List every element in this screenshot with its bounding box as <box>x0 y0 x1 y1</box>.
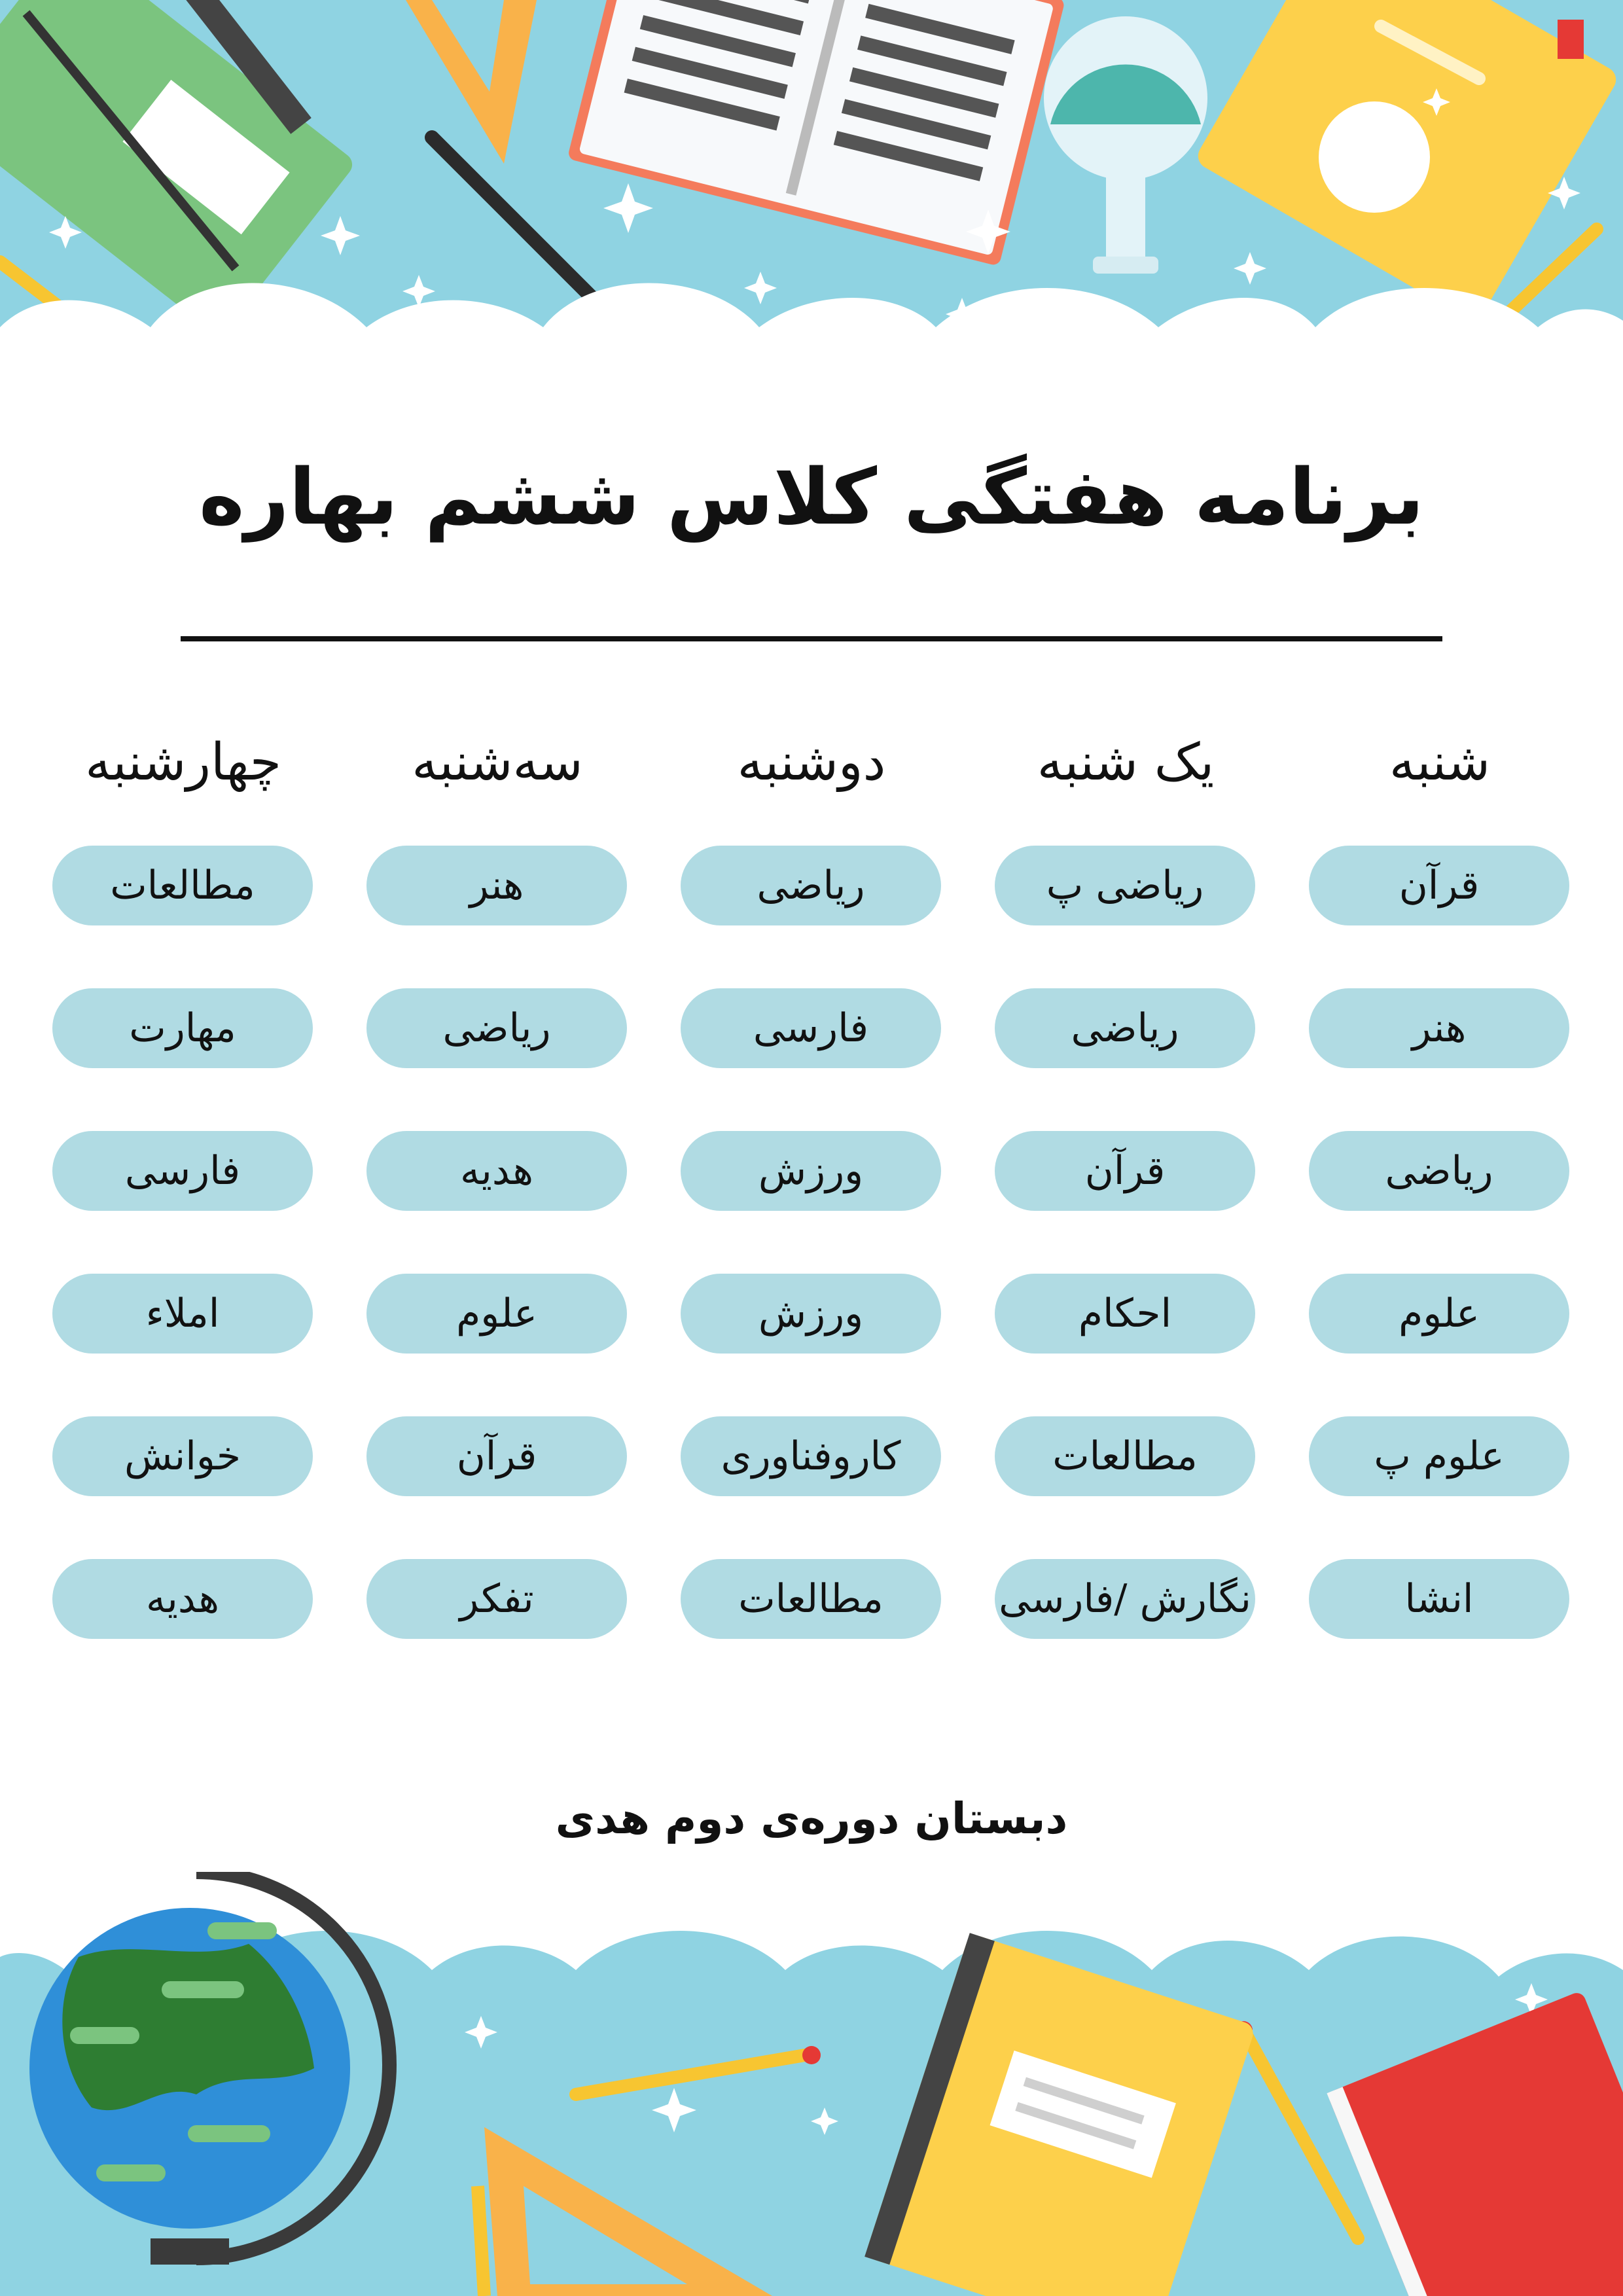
subject-pill: ریاضی <box>366 988 627 1068</box>
day-header-sunday: یک شنبه <box>1037 733 1215 792</box>
subject-pill: علوم پ <box>1309 1416 1569 1496</box>
top-banner <box>0 0 1623 419</box>
school-name: دبستان دوره‌ی دوم هدی <box>555 1793 1068 1844</box>
subject-pill: ورزش <box>681 1274 941 1354</box>
subject-pill: قرآن <box>1309 846 1569 925</box>
subject-pill: خوانش <box>52 1416 313 1496</box>
subject-pill: علوم <box>1309 1274 1569 1354</box>
subject-pill: مهارت <box>52 988 313 1068</box>
subject-pill: احکام <box>995 1274 1255 1354</box>
subject-pill: ریاضی <box>681 846 941 925</box>
subject-pill: نگارش /فارسی <box>995 1559 1255 1639</box>
pencil-icon <box>478 2186 484 2296</box>
subject-pill: مطالعات <box>681 1559 941 1639</box>
subject-pill: مطالعات <box>995 1416 1255 1496</box>
subject-pill: هنر <box>1309 988 1569 1068</box>
subject-pill: تفکر <box>366 1559 627 1639</box>
subject-pill: ریاضی <box>1309 1131 1569 1211</box>
subject-pill: ریاضی <box>995 988 1255 1068</box>
subject-pill: هنر <box>366 846 627 925</box>
subject-pill: قرآن <box>995 1131 1255 1211</box>
subject-pill: املاء <box>52 1274 313 1354</box>
subject-pill: انشا <box>1309 1559 1569 1639</box>
day-header-tuesday: سه‌شنبه <box>412 733 583 792</box>
subject-pill: مطالعات <box>52 846 313 925</box>
day-header-monday: دوشنبه <box>737 733 886 792</box>
subject-pill: فارسی <box>681 988 941 1068</box>
subject-pill: ریاضی پ <box>995 846 1255 925</box>
subject-pill: هدیه <box>52 1559 313 1639</box>
subject-pill: قرآن <box>366 1416 627 1496</box>
subject-pill: فارسی <box>52 1131 313 1211</box>
subject-pill: علوم <box>366 1274 627 1354</box>
page-title: برنامه هفتگی کلاس ششم بهاره <box>199 452 1424 542</box>
subject-pill: هدیه <box>366 1131 627 1211</box>
subject-pill: کاروفناوری <box>681 1416 941 1496</box>
day-header-saturday: شنبه <box>1389 733 1491 792</box>
subject-pill: ورزش <box>681 1131 941 1211</box>
bottom-banner <box>0 1872 1623 2296</box>
day-header-wednesday: چهارشنبه <box>85 733 281 792</box>
title-divider <box>181 636 1442 641</box>
